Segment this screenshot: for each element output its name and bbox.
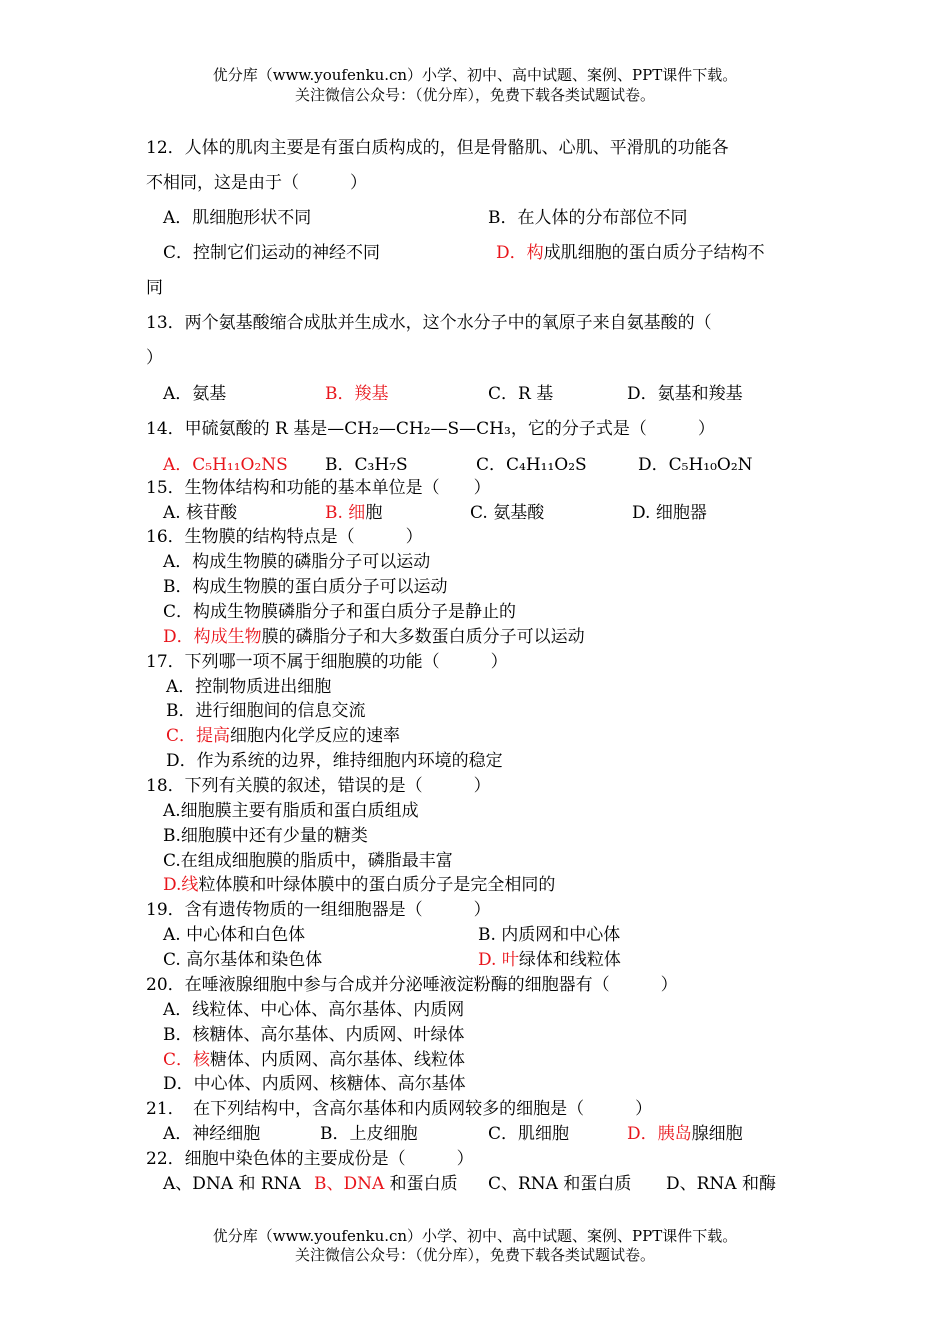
q18-answer-mark: D.线	[163, 875, 199, 895]
q19-option-a: A. 中心体和白色体	[163, 925, 306, 945]
q21-option-d-text: 腺细胞	[691, 1124, 743, 1144]
q18-option-b: B.细胞膜中还有少量的糖类	[163, 826, 368, 846]
q16-option-a: A．构成生物膜的磷脂分子可以运动	[163, 552, 431, 572]
q15-option-a: A. 核苷酸	[163, 503, 238, 523]
q17-stem: 17．下列哪一项不属于细胞膜的功能（ ）	[146, 652, 508, 672]
q14-option-b: B．C₃H₇S	[325, 455, 408, 475]
q14-option-a: A．C₅H₁₁O₂NS	[163, 455, 288, 475]
q13-option-a: A．氨基	[163, 384, 227, 404]
footer-line-2: 关注微信公众号：（优分库），免费下载各类试题试卷。	[294, 1246, 655, 1264]
q17-option-d: D．作为系统的边界，维持细胞内环境的稳定	[166, 751, 503, 771]
q16-stem: 16．生物膜的结构特点是（ ）	[146, 527, 423, 547]
q21-option-c: C．肌细胞	[488, 1124, 570, 1144]
q17-option-b: B．进行细胞间的信息交流	[166, 701, 366, 721]
q16-answer-mark: D．构成生物	[163, 627, 262, 647]
q18-stem: 18．下列有关膜的叙述，错误的是（ ）	[146, 776, 491, 796]
q22-option-a: A、DNA 和 RNA	[163, 1174, 301, 1194]
q15-option-b-text: 胞	[365, 503, 383, 523]
q20-option-d: D．中心体、内质网、核糖体、高尔基体	[163, 1074, 466, 1094]
q17-option-c	[166, 725, 400, 747]
q16-option-c: C．构成生物膜磷脂分子和蛋白质分子是静止的	[163, 602, 517, 622]
q12-option-d-wrap: 同	[146, 278, 163, 298]
q21-option-a: A．神经细胞	[163, 1124, 261, 1144]
q13-stem-line1: 13．两个氨基酸缩合成肽并生成水，这个水分子中的氧原子来自氨基酸的（	[146, 313, 712, 333]
q12-option-c: C．控制它们运动的神经不同	[163, 243, 381, 263]
q15-answer-mark: B. 细	[325, 503, 366, 523]
q16-option-b: B．构成生物膜的蛋白质分子可以运动	[163, 577, 448, 597]
q17-answer-mark: C．提高	[166, 726, 231, 746]
q18-option-d-text: 粒体膜和叶绿体膜中的蛋白质分子是完全相同的	[198, 875, 556, 895]
q16-option-d	[163, 626, 585, 648]
q12-option-a: A．肌细胞形状不同	[163, 208, 312, 228]
q19-answer-mark: D. 叶	[478, 950, 519, 970]
q21-option-b: B．上皮细胞	[320, 1124, 418, 1144]
footer-line-1: 优分库（www.youfenku.cn）小学、初中、高中试题、案例、PPT课件下载。	[212, 1227, 738, 1245]
q13-option-c: C．R 基	[488, 384, 554, 404]
q12-option-d-text: 成肌细胞的蛋白质分子结构不	[543, 243, 765, 263]
q21-stem: 21． 在下列结构中，含高尔基体和内质网较多的细胞是（ ）	[146, 1099, 653, 1119]
q15-stem: 15．生物体结构和功能的基本单位是（ ）	[146, 478, 491, 498]
q20-option-a: A．线粒体、中心体、高尔基体、内质网	[163, 1000, 465, 1020]
header-line-1: 优分库（www.youfenku.cn）小学、初中、高中试题、案例、PPT课件下载。	[212, 66, 738, 84]
q13-stem-line2: ）	[146, 348, 163, 368]
q13-option-b: B．羧基	[325, 384, 389, 404]
q18-option-a: A.细胞膜主要有脂质和蛋白质组成	[163, 801, 419, 821]
q15-option-d: D. 细胞器	[632, 503, 707, 523]
q21-option-d	[627, 1123, 743, 1145]
q12-answer-mark: D．构	[496, 243, 544, 263]
q20-option-c-text: 糖体、内质网、高尔基体、线粒体	[210, 1050, 466, 1070]
q19-stem: 19．含有遗传物质的一组细胞器是（ ）	[146, 900, 491, 920]
q12-stem-line2: 不相同，这是由于（ ）	[146, 173, 367, 193]
q19-option-d-text: 绿体和线粒体	[518, 950, 621, 970]
q22-option-b-text: 和蛋白质	[384, 1174, 458, 1194]
q20-option-c	[163, 1049, 465, 1071]
q22-option-b	[314, 1173, 458, 1195]
q20-option-b: B．核糖体、高尔基体、内质网、叶绿体	[163, 1025, 465, 1045]
q18-option-c: C.在组成细胞膜的脂质中，磷脂最丰富	[163, 851, 453, 871]
q22-option-d: D、RNA 和酶	[666, 1174, 776, 1194]
q17-option-a: A．控制物质进出细胞	[166, 677, 332, 697]
q15-option-c: C. 氨基酸	[470, 503, 545, 523]
q12-option-d	[496, 242, 765, 264]
q19-option-b: B. 内质网和中心体	[478, 925, 621, 945]
q19-option-c: C. 高尔基体和染色体	[163, 950, 323, 970]
q15-option-b	[325, 502, 382, 524]
q12-stem-line1: 12．人体的肌肉主要是有蛋白质构成的，但是骨骼肌、心肌、平滑肌的功能各	[146, 138, 729, 158]
q22-stem: 22．细胞中染色体的主要成份是（ ）	[146, 1149, 474, 1169]
header-line-2: 关注微信公众号：（优分库），免费下载各类试题试卷。	[294, 86, 655, 104]
q14-option-d: D．C₅H₁₀O₂N	[638, 455, 753, 475]
q14-stem: 14．甲硫氨酸的 R 基是—CH₂—CH₂—S—CH₃，它的分子式是（ ）	[146, 419, 715, 439]
q14-option-c: C．C₄H₁₁O₂S	[476, 455, 587, 475]
q17-option-c-text: 细胞内化学反应的速率	[230, 726, 401, 746]
q19-option-d	[478, 949, 621, 971]
q22-option-c: C、RNA 和蛋白质	[488, 1174, 632, 1194]
q13-option-d: D．氨基和羧基	[627, 384, 743, 404]
q12-option-b: B．在人体的分布部位不同	[488, 208, 688, 228]
q21-answer-mark: D．胰岛	[627, 1124, 692, 1144]
q22-answer-mark: B、DNA	[314, 1174, 385, 1194]
q16-option-d-text: 膜的磷脂分子和大多数蛋白质分子可以运动	[261, 627, 585, 647]
q20-answer-mark: C．核	[163, 1050, 211, 1070]
q20-stem: 20．在唾液腺细胞中参与合成并分泌唾液淀粉酶的细胞器有（ ）	[146, 975, 678, 995]
q18-option-d	[163, 874, 555, 896]
